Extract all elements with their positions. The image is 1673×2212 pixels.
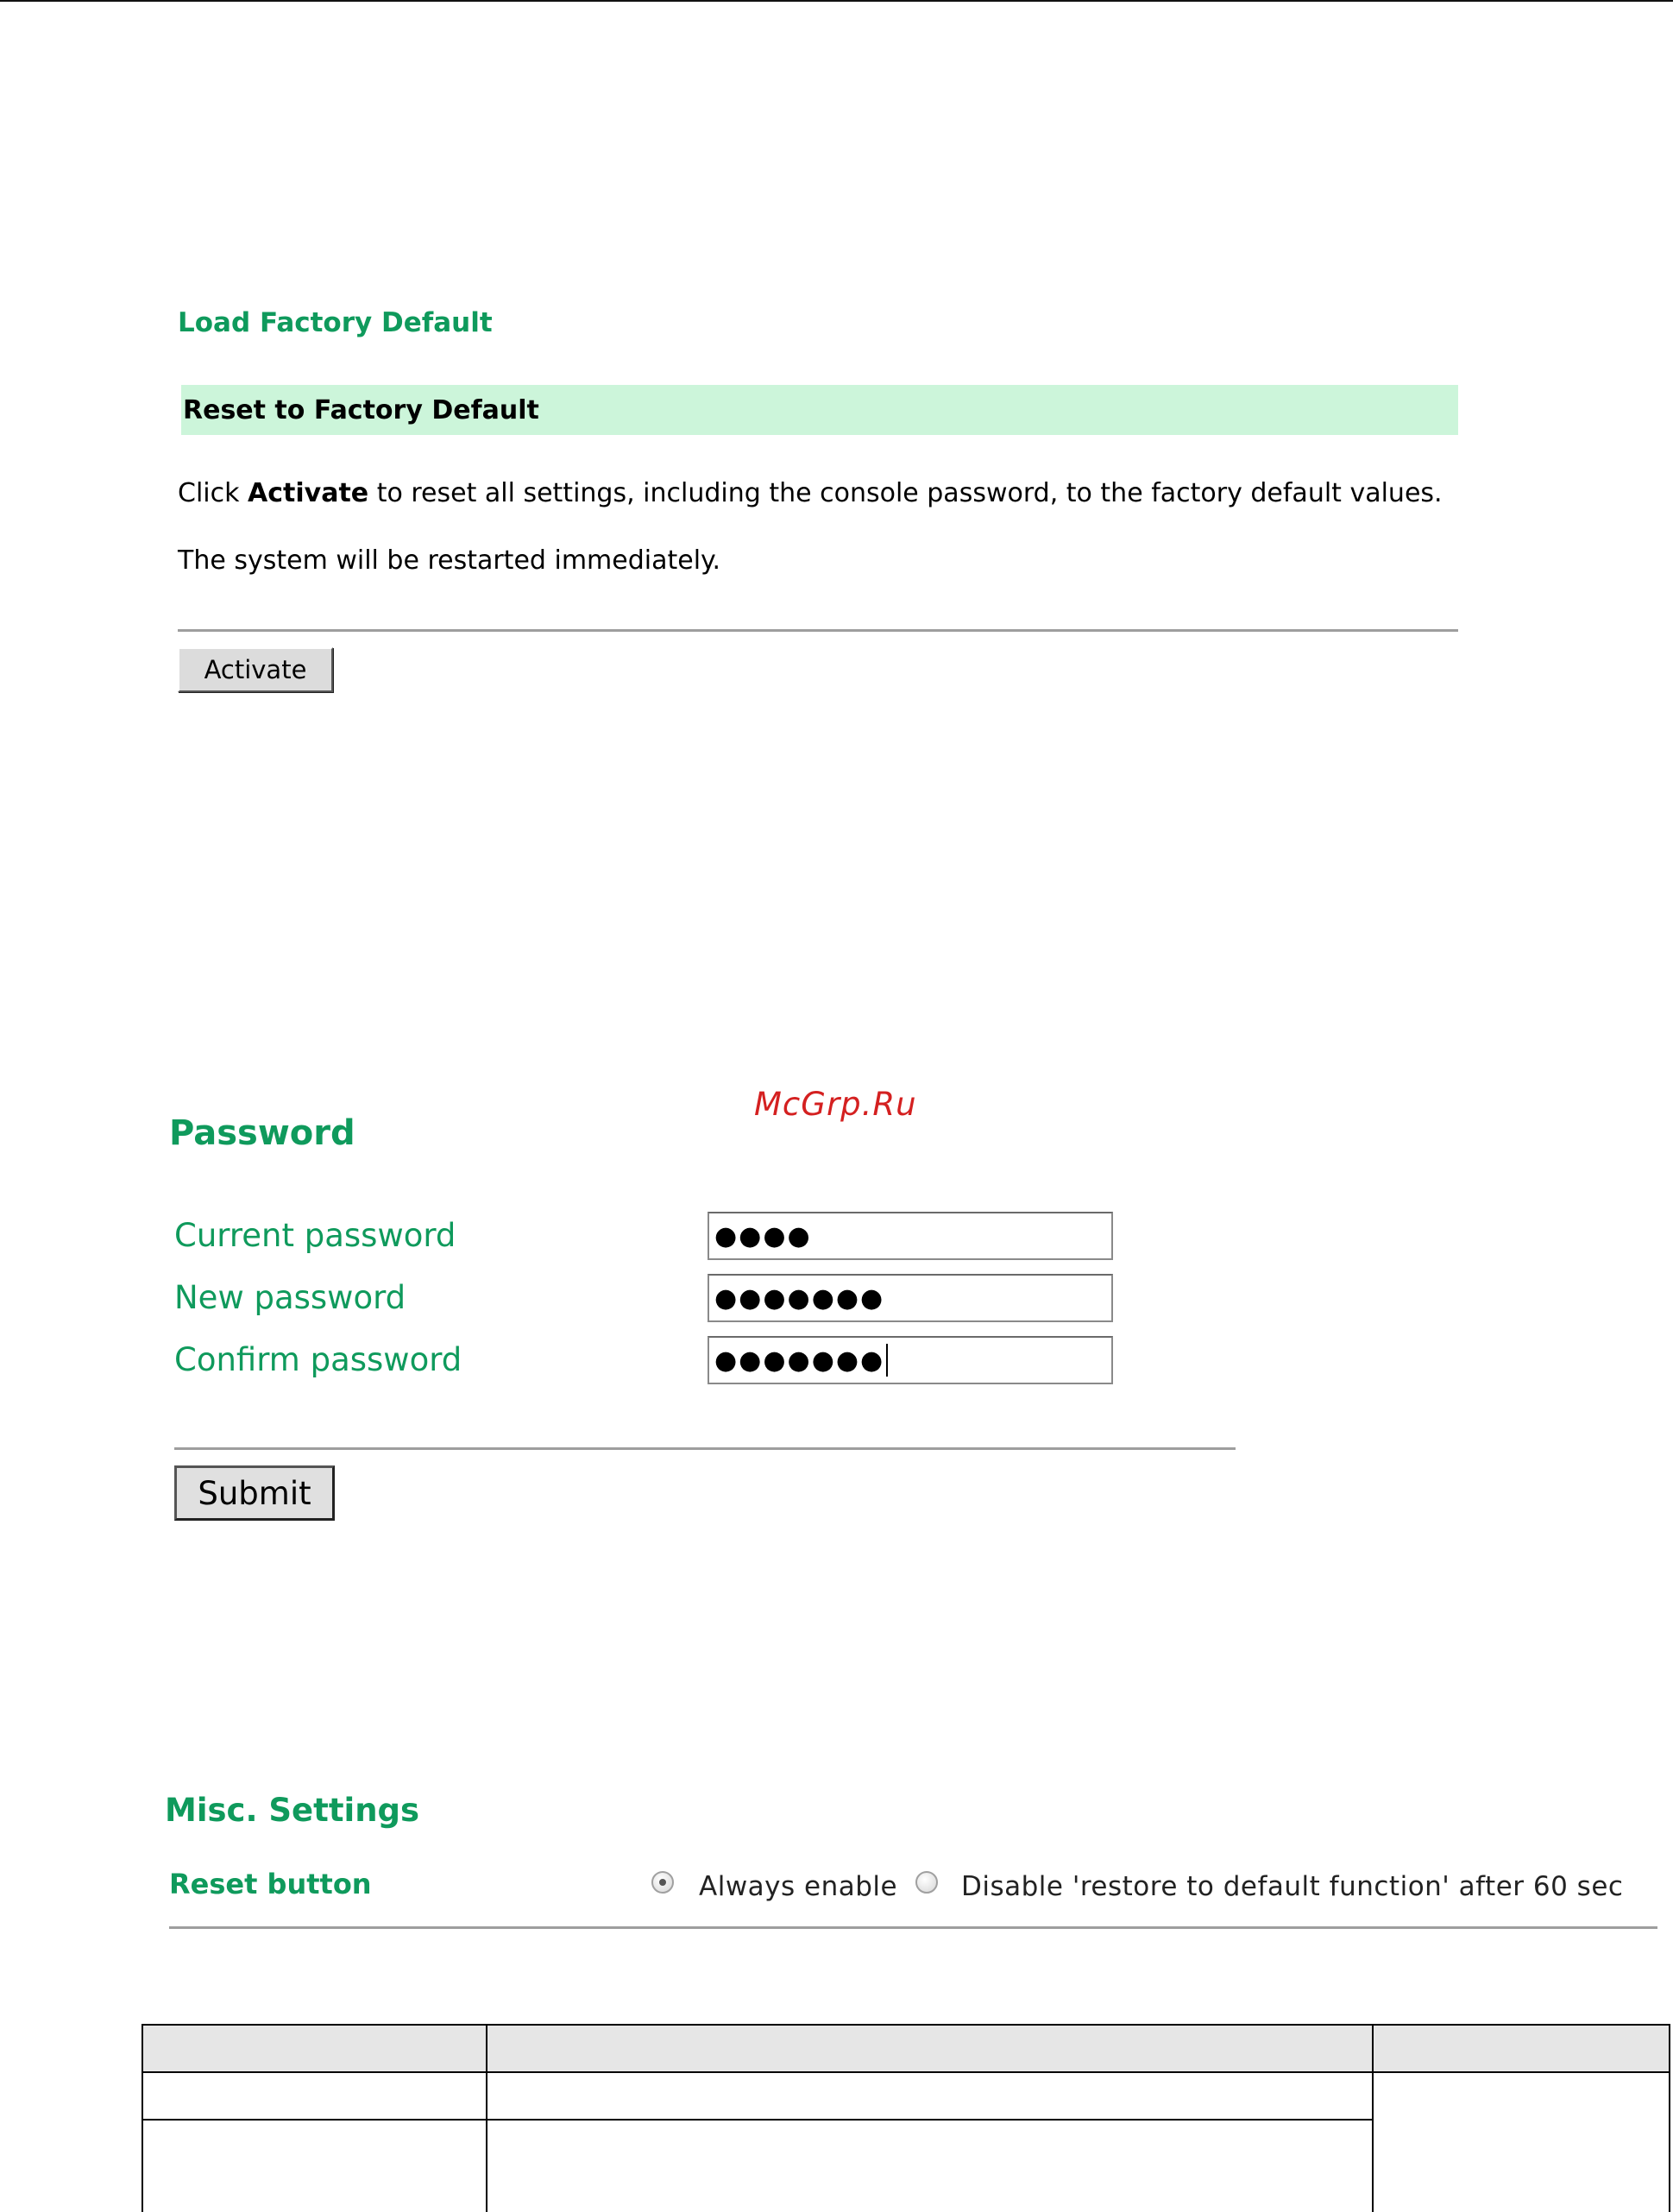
divider xyxy=(178,629,1458,632)
confirm-password-label: Confirm password xyxy=(174,1341,462,1378)
factory-default-title: Load Factory Default xyxy=(178,307,493,338)
confirm-password-value: ●●●●●●● xyxy=(714,1345,885,1376)
table-border xyxy=(1669,2024,1670,2212)
reset-description-bold: Activate xyxy=(248,478,369,508)
reset-description xyxy=(178,478,1443,508)
always-enable-radio[interactable] xyxy=(651,1871,674,1894)
misc-settings-title: Misc. Settings xyxy=(165,1792,420,1829)
watermark-text: McGrp.Ru xyxy=(754,1086,917,1123)
password-title: Password xyxy=(169,1113,355,1153)
restart-notice: The system will be restarted immediately. xyxy=(178,545,721,576)
table-header-row xyxy=(142,2025,1670,2071)
current-password-field[interactable] xyxy=(708,1212,1113,1260)
disable-restore-radio[interactable] xyxy=(915,1871,938,1894)
table-border xyxy=(142,2024,1670,2026)
confirm-password-field[interactable] xyxy=(708,1336,1113,1384)
reset-button-label: Reset button xyxy=(169,1868,372,1900)
top-border-line xyxy=(0,0,1673,2)
table-border xyxy=(142,2024,143,2212)
text-caret xyxy=(886,1344,888,1377)
submit-button[interactable]: Submit xyxy=(174,1465,335,1521)
reset-section-header-label: Reset to Factory Default xyxy=(183,395,539,425)
current-password-label: Current password xyxy=(174,1217,456,1254)
new-password-label: New password xyxy=(174,1279,406,1316)
always-enable-label[interactable]: Always enable xyxy=(699,1871,898,1902)
table-border xyxy=(486,2024,487,2212)
divider xyxy=(174,1447,1236,1450)
new-password-value: ●●●●●●● xyxy=(714,1282,885,1314)
divider xyxy=(169,1926,1657,1929)
reset-section-header xyxy=(181,385,1458,435)
activate-button[interactable]: Activate xyxy=(178,647,333,692)
current-password-value: ●●●● xyxy=(714,1220,812,1251)
table-border xyxy=(142,2071,1670,2073)
reset-description-suffix: to reset all settings, including the console password, to the factory default values. xyxy=(368,478,1443,508)
table-border xyxy=(1372,2024,1374,2212)
disable-restore-label[interactable]: Disable 'restore to default function' after 60 sec xyxy=(961,1871,1624,1902)
table-border xyxy=(142,2119,1373,2121)
reset-description-prefix: Click xyxy=(178,478,248,508)
new-password-field[interactable] xyxy=(708,1274,1113,1322)
